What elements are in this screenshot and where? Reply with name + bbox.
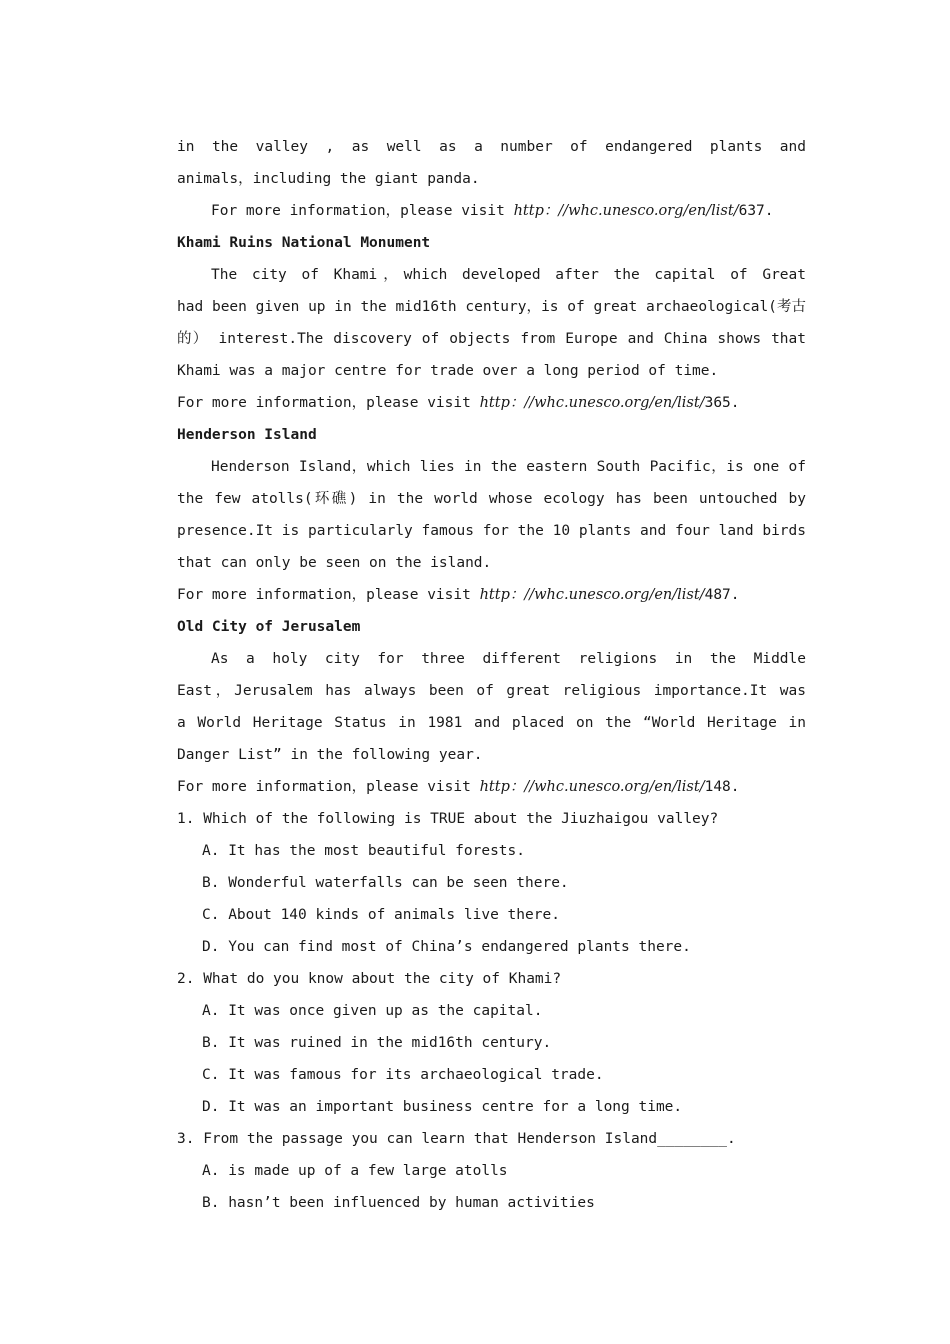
paragraph-line: in the valley , as well as a number of endangered plants and: [177, 139, 806, 155]
answer-option: D. It was an important business centre for a long time.: [202, 1099, 683, 1115]
answer-option: A. is made up of a few large atolls: [202, 1163, 508, 1179]
answer-option: B. Wonderful waterfalls can be seen there.: [202, 875, 569, 891]
answer-option: C. It was famous for its archaeological trade.: [202, 1067, 604, 1083]
url-number: 637.: [738, 203, 774, 219]
document-page: [177, 131, 806, 1219]
answer-option: A. It was once given up as the capital.: [202, 1003, 543, 1019]
more-info-text: For more information，please visit: [177, 587, 480, 603]
section-heading-jerusalem: Old City of Jerusalem: [177, 619, 361, 635]
url-link[interactable]: http：//whc.unesco.org/en/list/: [479, 395, 705, 411]
paragraph-line: a World Heritage Status in 1981 and placed on the “World Heritage in: [177, 715, 806, 731]
question-stem: 2. What do you know about the city of Khami?: [177, 971, 562, 987]
answer-option: C. About 140 kinds of animals live there.: [202, 907, 560, 923]
paragraph-line: the few atolls(环礁) in the world whose ecology has been untouched by: [177, 491, 806, 507]
answer-option: B. hasn’t been influenced by human activities: [202, 1195, 595, 1211]
paragraph-line: Khami was a major centre for trade over a long period of time.: [177, 363, 719, 379]
question-stem: 1. Which of the following is TRUE about the Jiuzhaigou valley?: [177, 811, 719, 827]
paragraph-line: East，Jerusalem has always been of great religious importance.It was: [177, 683, 806, 699]
answer-option: A. It has the most beautiful forests.: [202, 843, 526, 859]
url-number: 148.: [704, 779, 740, 795]
more-info-line: [177, 387, 806, 419]
url-link[interactable]: http：//whc.unesco.org/en/list/: [479, 587, 705, 603]
more-info-text: For more information，please visit: [211, 203, 514, 219]
url-number: 487.: [704, 587, 740, 603]
paragraph-line: 的） interest.The discovery of objects from Europe and China shows that: [177, 331, 806, 347]
question-stem: 3. From the passage you can learn that Henderson Island________.: [177, 1131, 736, 1147]
paragraph-line: animals，including the giant panda.: [177, 171, 480, 187]
paragraph-line: Danger List” in the following year.: [177, 747, 483, 763]
url-link[interactable]: http：//whc.unesco.org/en/list/: [513, 203, 739, 219]
more-info-line: [177, 195, 806, 227]
answer-option: D. You can find most of China’s endangered plants there.: [202, 939, 691, 955]
answer-option: B. It was ruined in the mid16th century.: [202, 1035, 552, 1051]
paragraph-line: The city of Khami，which developed after the capital of Great: [211, 267, 806, 283]
paragraph-line: presence.It is particularly famous for the 10 plants and four land birds: [177, 523, 806, 539]
more-info-text: For more information，please visit: [177, 395, 480, 411]
paragraph-line: As a holy city for three different religions in the Middle: [211, 651, 806, 667]
paragraph-line: that can only be seen on the island.: [177, 555, 492, 571]
more-info-line: [177, 579, 806, 611]
more-info-text: For more information，please visit: [177, 779, 480, 795]
paragraph-line: Henderson Island，which lies in the eastern South Pacific，is one of: [211, 459, 806, 475]
url-number: 365.: [704, 395, 740, 411]
section-heading-khami: Khami Ruins National Monument: [177, 235, 431, 251]
paragraph-line: had been given up in the mid16th century，is of great archaeological(考古: [177, 299, 806, 315]
section-heading-henderson: Henderson Island: [177, 427, 317, 443]
more-info-line: [177, 771, 806, 803]
url-link[interactable]: http：//whc.unesco.org/en/list/: [479, 779, 705, 795]
